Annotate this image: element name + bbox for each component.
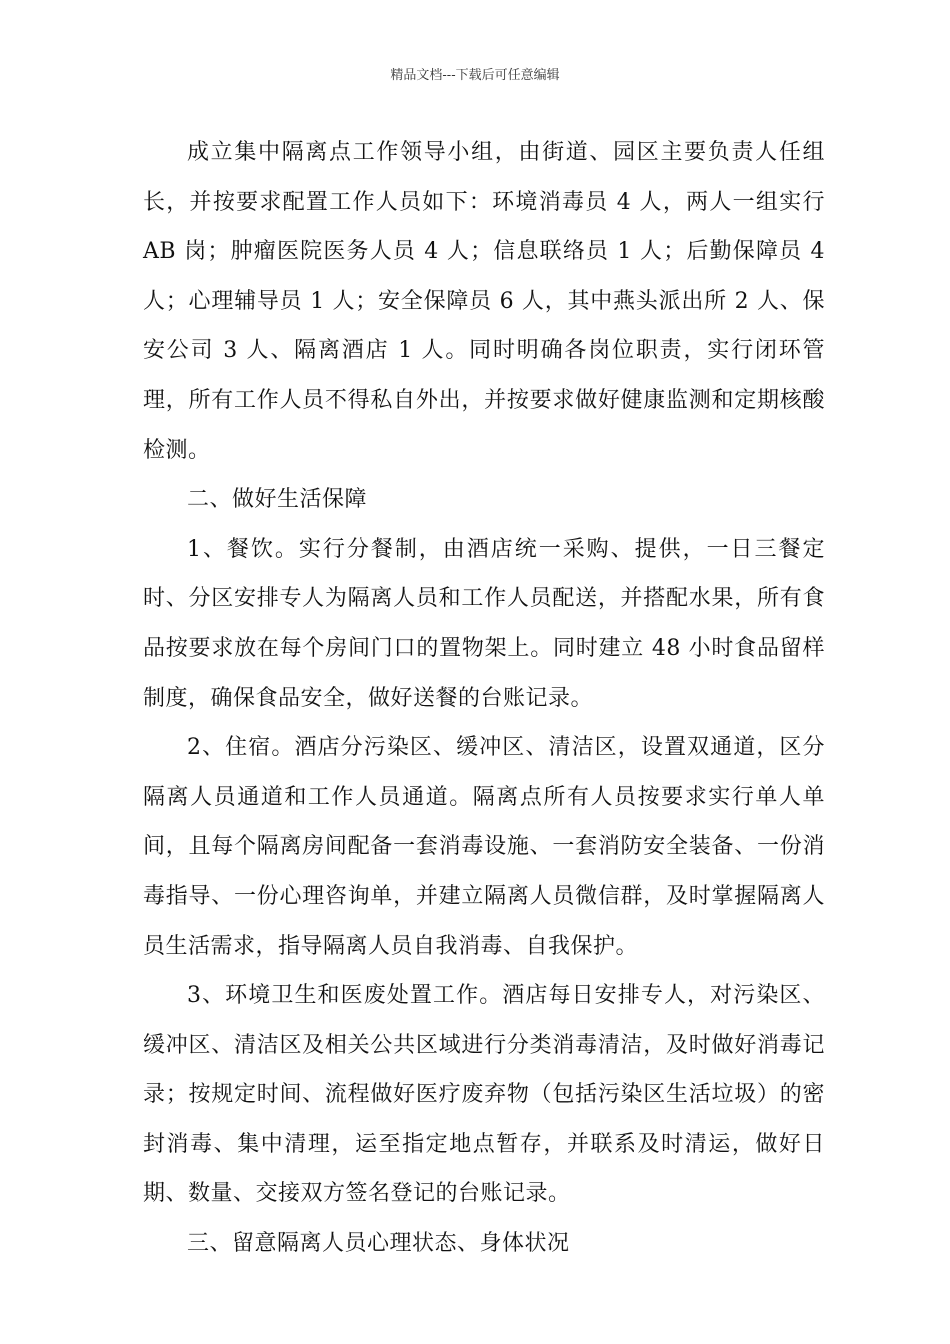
paragraph-staffing: 成立集中隔离点工作领导小组，由街道、园区主要负责人任组长，并按要求配置工作人员如下：环境消毒员 4 人，两人一组实行 AB 岗；肿瘤医院医务人员 4 人；信息联络员 1 人；后勤保障员 4 人；心理辅导员 1 人；安全保障员 6 人，其中燕头派出所 2 人、保安公司 3 人、隔离酒店 1 人。同时明确各岗位职责，实行闭环管理，所有工作人员不得私自外出，并按要求做好健康监测和定期核酸检测。 — [143, 140, 825, 463]
section-heading-mental-physical: 三、留意隔离人员心理状态、身体状况 — [187, 1231, 570, 1257]
paragraph-catering: 1、餐饮。实行分餐制，由酒店统一采购、提供，一日三餐定时、分区安排专人为隔离人员和工作人员配送，并搭配水果，所有食品按要求放在每个房间门口的置物架上。同时建立 48 小时食品留样制度，确保食品安全，做好送餐的台账记录。 — [143, 536, 825, 711]
page-header: 精品文档---下载后可任意编辑 — [390, 68, 560, 83]
paragraph-sanitation: 3、环境卫生和医废处置工作。酒店每日安排专人，对污染区、缓冲区、清洁区及相关公共区域进行分类消毒清洁，及时做好消毒记录；按规定时间、流程做好医疗废弃物（包括污染区生活垃圾）的密封消毒、集中清理，运至指定地点暂存，并联系及时清运，做好日期、数量、交接双方签名登记的台账记录。 — [143, 983, 825, 1207]
section-heading-living-support: 二、做好生活保障 — [187, 487, 368, 513]
document-body — [143, 128, 825, 1269]
paragraph-accommodation: 2、住宿。酒店分污染区、缓冲区、清洁区，设置双通道，区分隔离人员通道和工作人员通道。隔离点所有人员按要求实行单人单间，且每个隔离房间配备一套消毒设施、一套消防安全装备、一份消毒指导、一份心理咨询单，并建立隔离人员微信群，及时掌握隔离人员生活需求，指导隔离人员自我消毒、自我保护。 — [143, 735, 825, 959]
